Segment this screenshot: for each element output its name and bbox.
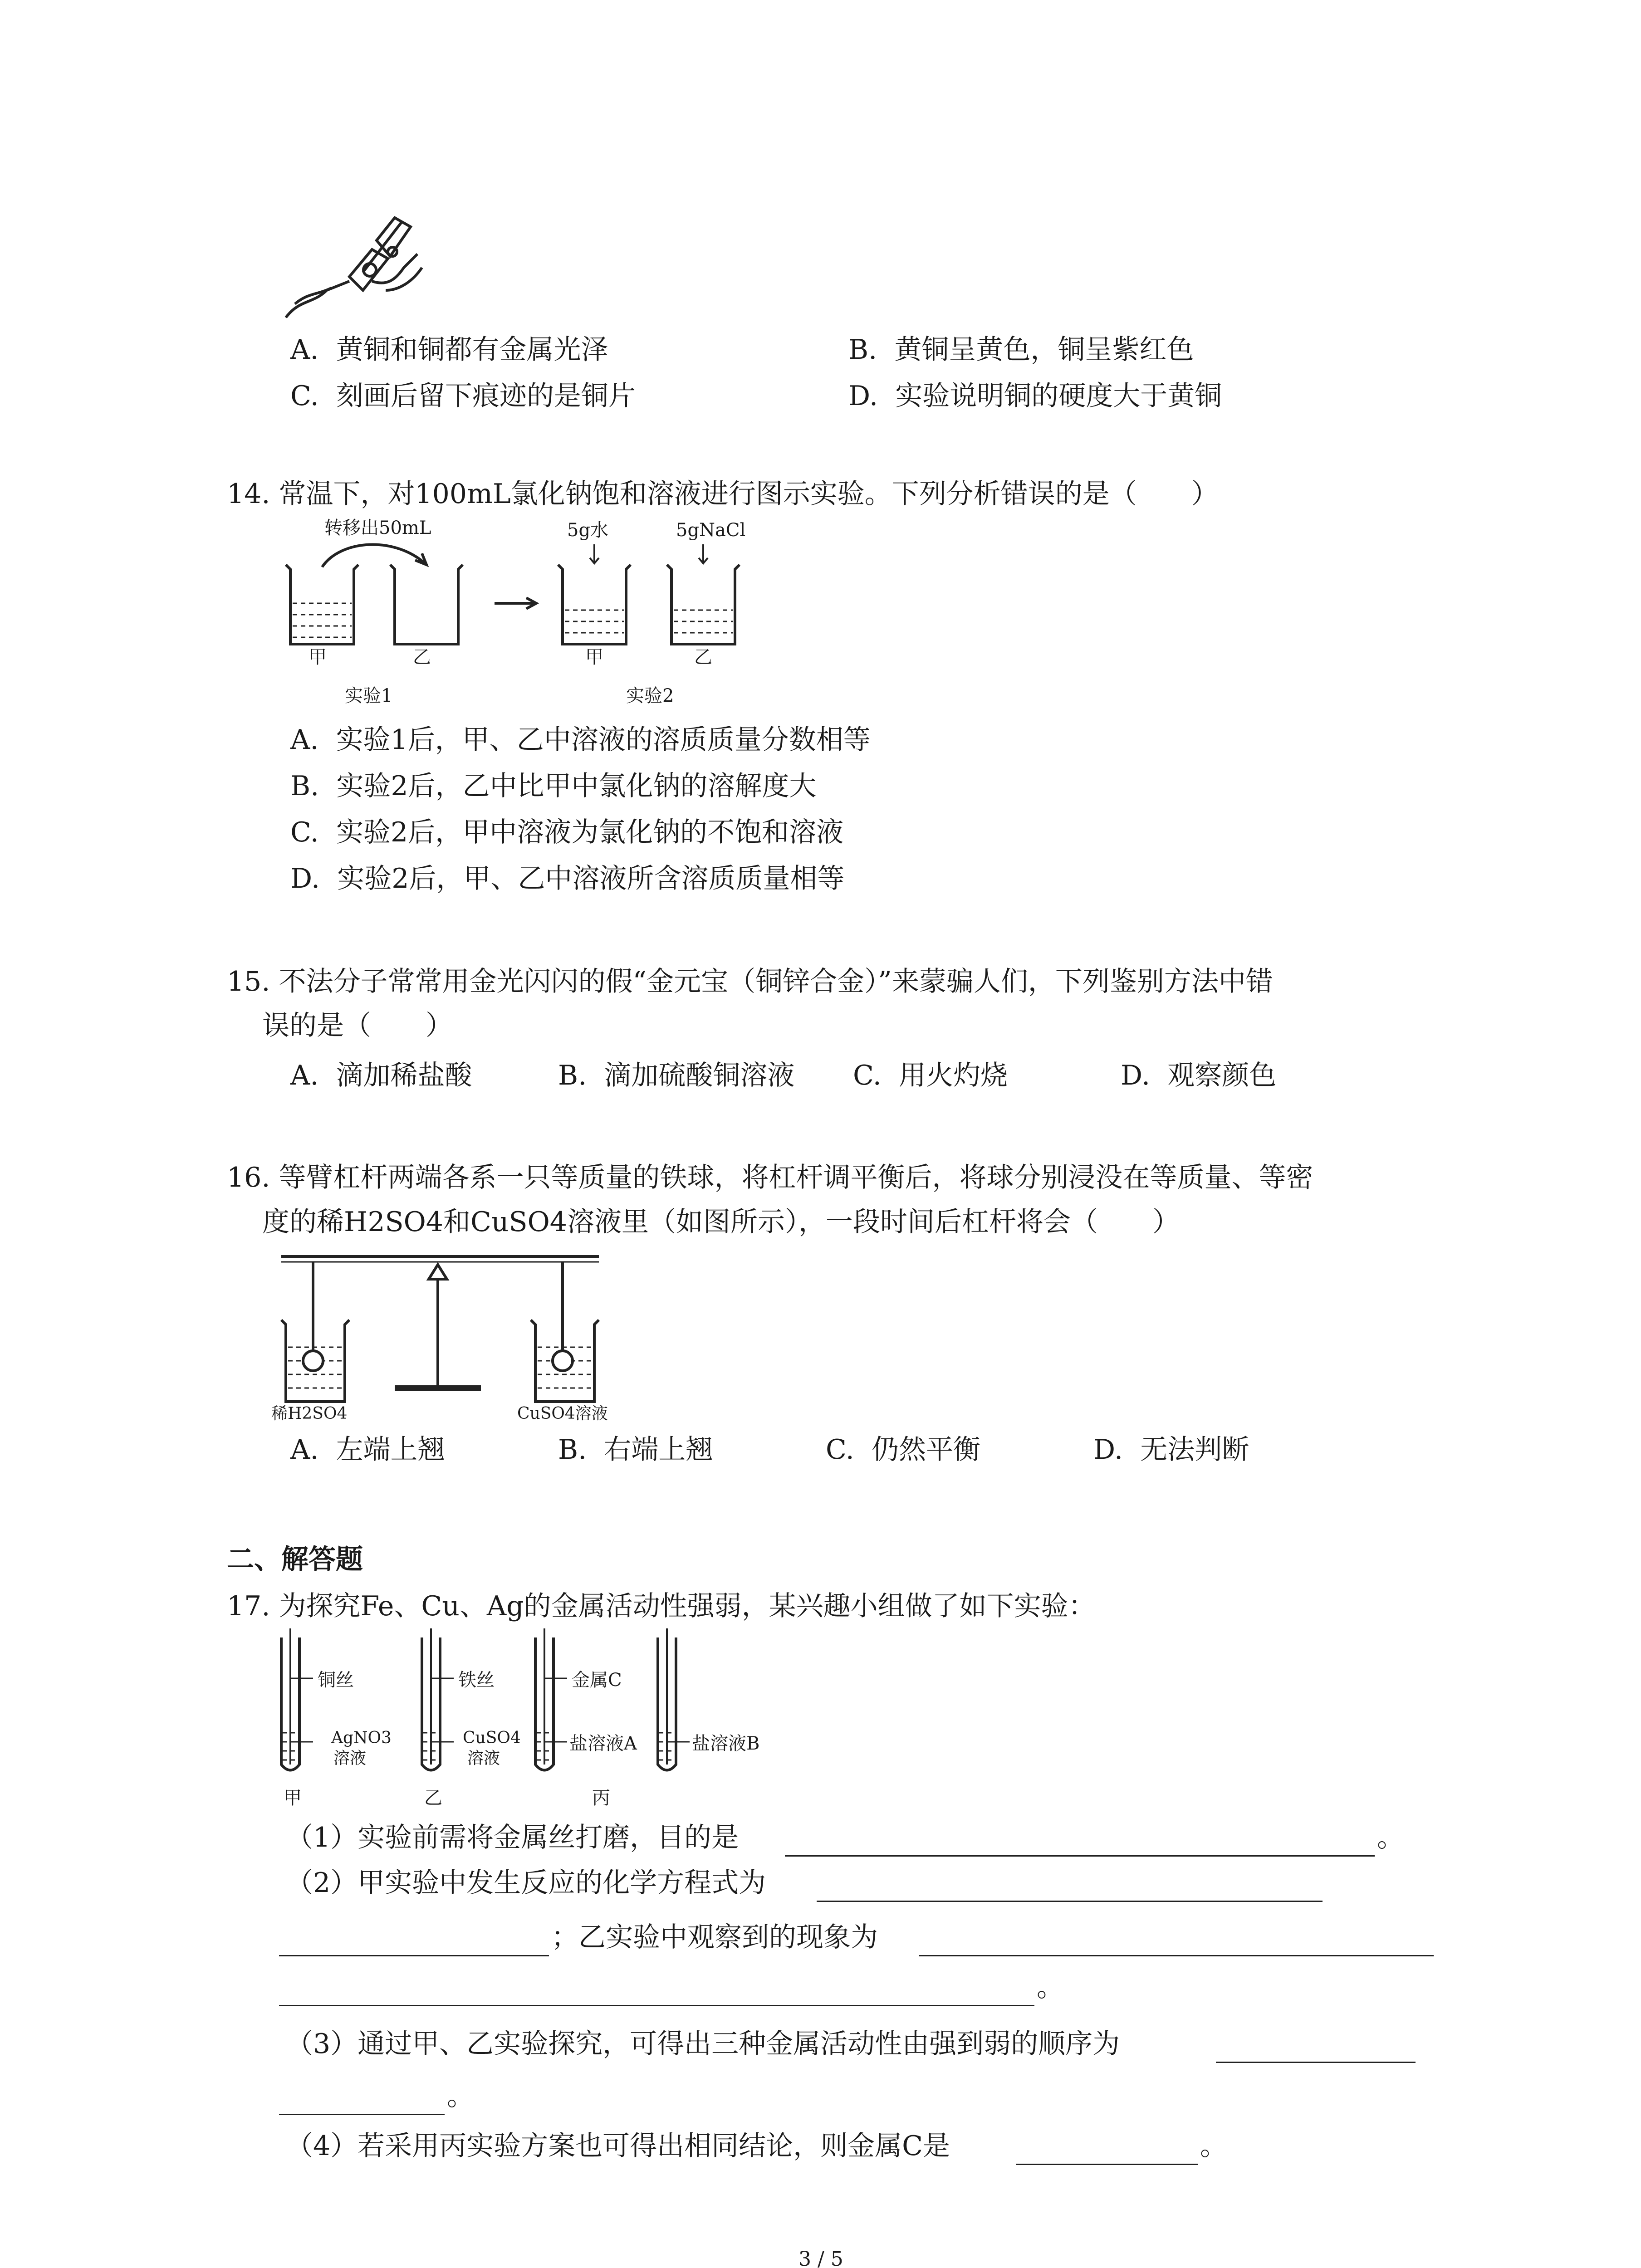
answer-blank-1[interactable] [785, 1855, 1375, 1857]
q14-stem: 14. 常温下，对100mL氯化钠饱和溶液进行图示实验。下列分析错误的是（ ） [227, 478, 1219, 510]
label-cuso4: CuSO4 [463, 1729, 521, 1747]
section-heading: 二、解答题 [227, 1544, 363, 1575]
label-beaker-4: 乙 [694, 647, 712, 668]
q14-option-b[interactable]: B. 实验2后，乙中比甲中氯化钠的溶解度大 [290, 770, 817, 802]
answer-blank-3a[interactable] [1216, 2062, 1416, 2063]
answer-blank-2d[interactable] [279, 2005, 1034, 2006]
q17-sub-3: （3）通过甲、乙实验探究，可得出三种金属活动性由强到弱的顺序为 [286, 2028, 1120, 2060]
q16-lever-figure [281, 1252, 608, 1424]
label-experiment-2: 实验2 [626, 685, 674, 706]
q14-option-d[interactable]: D. 实验2后，甲、乙中溶液所含溶质质量相等 [290, 863, 845, 894]
page-number: 3 / 5 [798, 2248, 843, 2268]
period-1: 。 [1377, 1822, 1404, 1853]
q17-stem: 17. 为探究Fe、Cu、Ag的金属活动性强弱，某兴趣小组做了如下实验： [227, 1590, 1096, 1622]
label-5g-nacl: 5gNaCl [676, 520, 746, 541]
label-group-bing: 丙 [592, 1788, 610, 1809]
q16-option-c[interactable]: C. 仍然平衡 [826, 1434, 980, 1466]
q15-option-c[interactable]: C. 用火灼烧 [853, 1060, 1008, 1091]
answer-blank-2b[interactable] [279, 1955, 549, 1956]
label-iron-wire: 铁丝 [458, 1670, 495, 1691]
q15-option-a[interactable]: A. 滴加稀盐酸 [290, 1060, 472, 1091]
q15-stem-line-2: 误的是（ ） [262, 1010, 453, 1041]
answer-blank-4[interactable] [1016, 2164, 1198, 2165]
q14-option-c[interactable]: C. 实验2后，甲中溶液为氯化钠的不饱和溶液 [290, 816, 844, 848]
label-salt-solution-b: 盐溶液B [692, 1733, 760, 1754]
period-2: 。 [1037, 1971, 1064, 2003]
q13-option-c[interactable]: C. 刻画后留下痕迹的是铜片 [290, 380, 636, 412]
label-transfer-50ml: 转移出50mL [324, 518, 431, 538]
q17-sub-1: （1）实验前需将金属丝打磨，目的是 [286, 1822, 739, 1853]
q13-option-a[interactable]: A. 黄铜和铜都有金属光泽 [290, 334, 608, 366]
label-group-yi: 乙 [424, 1788, 442, 1809]
label-agno3-solution: 溶液 [333, 1749, 367, 1768]
label-group-jia: 甲 [284, 1788, 302, 1809]
q16-stem-line-2: 度的稀H2SO4和CuSO4溶液里（如图所示），一段时间后杠杆将会（ ） [262, 1206, 1180, 1238]
label-dilute-h2so4: 稀H2SO4 [271, 1404, 348, 1423]
q16-option-d[interactable]: D. 无法判断 [1093, 1434, 1249, 1466]
label-agno3: AgNO3 [331, 1729, 392, 1747]
q17-sub-4: （4）若采用丙实验方案也可得出相同结论，则金属C是 [286, 2130, 950, 2162]
label-beaker-1: 甲 [309, 647, 327, 668]
q14-option-a[interactable]: A. 实验1后，甲、乙中溶液的溶质质量分数相等 [290, 724, 871, 756]
label-5g-water: 5g水 [567, 520, 609, 541]
q15-option-b[interactable]: B. 滴加硫酸铜溶液 [558, 1060, 795, 1091]
scratch-experiment-illustration [281, 213, 426, 322]
label-cuso4-tube-solution: 溶液 [467, 1749, 500, 1768]
label-metal-c: 金属C [572, 1670, 622, 1691]
q13-option-d[interactable]: D. 实验说明铜的硬度大于黄铜 [848, 380, 1222, 412]
label-experiment-1: 实验1 [345, 685, 393, 706]
beaker-1 [286, 565, 358, 644]
answer-blank-2a[interactable] [817, 1901, 1323, 1902]
q16-option-a[interactable]: A. 左端上翘 [290, 1434, 445, 1466]
fulcrum [429, 1265, 447, 1279]
transfer-arrow [322, 544, 426, 567]
label-copper-wire: 铜丝 [318, 1670, 354, 1691]
beaker-2 [390, 565, 463, 644]
q16-stem-line-1: 16. 等臂杠杆两端各系一只等质量的铁球，将杠杆调平衡后，将球分别浸没在等质量、等密 [227, 1162, 1313, 1193]
q13-option-b[interactable]: B. 黄铜呈黄色，铜呈紫红色 [848, 334, 1194, 366]
period-3: 。 [447, 2080, 474, 2112]
answer-blank-3b[interactable] [279, 2114, 445, 2115]
q15-stem-line-1: 15. 不法分子常常用金光闪闪的假“金元宝（铜锌合金）”来蒙骗人们，下列鉴别方法中错 [227, 966, 1273, 997]
label-beaker-3: 甲 [585, 647, 603, 668]
q14-beaker-figure [281, 522, 798, 712]
q17-sub-2b: ；乙实验中观察到的现象为 [551, 1921, 878, 1953]
label-salt-solution-a: 盐溶液A [569, 1733, 637, 1754]
label-cuso4-solution: CuSO4溶液 [517, 1404, 608, 1423]
right-iron-ball [553, 1351, 573, 1371]
period-4: 。 [1200, 2130, 1227, 2162]
label-beaker-2: 乙 [413, 647, 431, 668]
q16-option-b[interactable]: B. 右端上翘 [558, 1434, 713, 1466]
left-iron-ball [303, 1351, 323, 1371]
q15-option-d[interactable]: D. 观察颜色 [1121, 1060, 1277, 1091]
answer-blank-2c[interactable] [919, 1955, 1434, 1956]
q17-sub-2: （2）甲实验中发生反应的化学方程式为 [286, 1867, 766, 1899]
